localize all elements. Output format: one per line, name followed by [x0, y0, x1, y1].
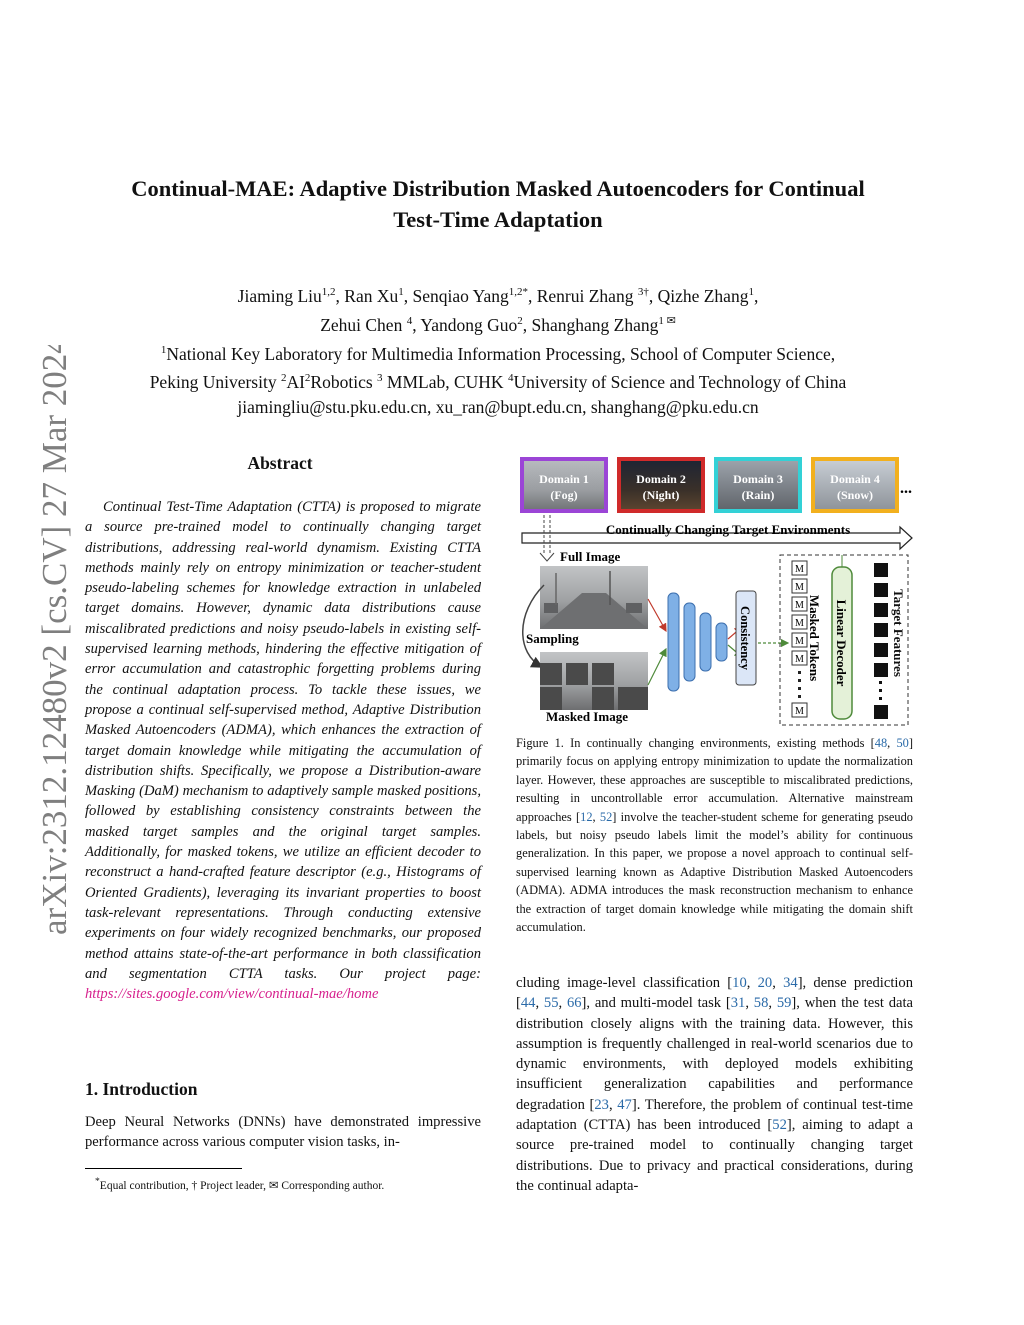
citation-link[interactable]: 31 — [730, 995, 746, 1012]
full-image — [540, 566, 648, 629]
author-emails: jiamingliu@stu.pku.edu.cn, xu_ran@bupt.edu.cn, shanghang@pku.edu.cn — [237, 397, 759, 418]
citation-link[interactable]: 44 — [520, 995, 536, 1012]
linear-decoder — [832, 555, 852, 719]
svg-text:(Fog): (Fog) — [550, 488, 578, 502]
citation-link[interactable]: 50 — [896, 736, 909, 750]
author-names-line1: Jiaming Liu$^{1,2}$, Ran Xu$^1$, Senqiao Yang$^{1,2*}$, Renrui Zhang $^{3\dagger}$, Qizhe Zhang$^1$, — [237, 285, 759, 306]
citation-link[interactable]: 66 — [566, 995, 582, 1012]
target-features — [874, 563, 906, 719]
footnote: *Equal contribution, † Project leader, ✉ Corresponding author. — [95, 1176, 385, 1192]
citation-link[interactable]: 55 — [543, 995, 559, 1012]
svg-text:M: M — [795, 564, 804, 575]
svg-text:Consistency: Consistency — [738, 606, 752, 670]
svg-text:Target Features: Target Features — [891, 589, 906, 677]
svg-text:Domain 2: Domain 2 — [636, 472, 686, 486]
environment-arrow — [522, 522, 912, 549]
svg-text:M: M — [795, 706, 804, 717]
domain-tile-1 — [522, 459, 606, 511]
paper-title: Continual-MAE: Adaptive Distribution Masked Autoencoders for Continual Test-Time Adaptation — [131, 176, 865, 232]
author-block — [90, 280, 906, 420]
svg-text:(Snow): (Snow) — [836, 488, 874, 502]
encoder — [668, 593, 727, 691]
svg-text:Masked Tokens: Masked Tokens — [807, 594, 822, 682]
svg-text:Domain 1: Domain 1 — [539, 472, 589, 486]
domain-tile-2 — [619, 459, 703, 511]
arxiv-identifier — [18, 345, 78, 945]
affiliation-line1: $^1$National Key Laboratory for Multimedia Information Processing, School of Computer Science, — [160, 343, 836, 364]
full-image-label: Full Image — [560, 549, 621, 564]
intro-paragraph: Deep Neural Networks (DNNs) have demonstrated impressive performance across various computer vision tasks, in- — [85, 1114, 481, 1151]
project-page-link[interactable]: https://sites.google.com/view/continual-mae/home — [85, 986, 379, 1003]
domains-ellipsis: ... — [900, 480, 912, 497]
domain-tile-3 — [716, 459, 800, 511]
svg-text:M: M — [795, 654, 804, 665]
svg-text:(Rain): (Rain) — [741, 488, 775, 502]
citation-link[interactable]: 52 — [599, 809, 613, 824]
svg-text:Domain 4: Domain 4 — [830, 472, 880, 486]
author-names-line2: Zehui Chen $^4$, Yandong Guo$^2$, Shanghang Zhang$^{1 ✉}$ — [320, 314, 676, 335]
svg-text:M: M — [795, 618, 804, 629]
citation-link[interactable]: 23 — [594, 1096, 609, 1113]
svg-text:M: M — [795, 636, 804, 647]
citation-link[interactable]: 20 — [757, 975, 773, 991]
svg-text:M: M — [795, 582, 804, 593]
citation-link[interactable]: 34 — [783, 975, 798, 991]
figure-1-caption: Figure 1. In continually changing environments, existing methods [48, 50] primarily focus on applying entropy minimization to update the normalization layer. However, these approaches are susceptible to miscalibrated predictions, resulting in uncontrollable error accumulation. Alternative mainstream approaches [12, 52] involve the teacher-student scheme for generating pseudo labels, but noisy pseudo labels limit the model’s ability for continuous generalization. In this paper, we propose a novel approach to continual self-supervised learning known as Adaptive Distribution Masked Autoencoders (ADMA). ADMA introduces the mask reconstruction mechanism to enhance the extraction of target domain knowledge while mitigating the domain shift accumulation. — [516, 736, 914, 935]
affiliation-line2: Peking University $^2AI^2Robotics$ $^3$ MMLab, CUHK $^4$University of Science and Technology of China — [149, 372, 847, 393]
domain-tile-4 — [813, 459, 897, 511]
masked-image-label: Masked Image — [546, 709, 628, 724]
citation-link[interactable]: 10 — [732, 975, 747, 991]
intro-heading: 1. Introduction — [85, 1079, 198, 1099]
svg-text:Continually Changing Target En: Continually Changing Target Environments — [605, 522, 851, 537]
sampling-label: Sampling — [526, 631, 579, 646]
svg-text:Domain 3: Domain 3 — [733, 472, 783, 486]
citation-link[interactable]: 12 — [580, 809, 593, 824]
consistency-block — [736, 591, 756, 685]
svg-text:Linear Decoder: Linear Decoder — [834, 599, 849, 687]
abstract-heading: Abstract — [247, 453, 313, 473]
citation-link[interactable]: 47 — [617, 1096, 632, 1113]
footnote-rule — [85, 1168, 242, 1169]
arxiv-id-text: arXiv:2312.12480v2 [cs.CV] 27 Mar 2024 — [35, 345, 74, 935]
masked-tokens — [792, 561, 822, 717]
citation-link[interactable]: 48 — [874, 736, 888, 750]
svg-text:(Night): (Night) — [642, 488, 680, 502]
masked-image — [540, 652, 648, 710]
right-column-body: cluding image-level classification [10, 20, 34], dense prediction [44, 55, 66], and multi-model task [31, 58, 59], when the test data distribution closely aligns with the training data. However, this assumption is frequently challenged in real-world scenarios due to dynamic environments, with deployed models exhibiting insufficient generalization capabilities and performance degradation [23, 47]. Therefore, the problem of continual test-time adaptation (CTTA) has been introduced [52], aiming to adapt a source pre-trained model to continually changing target distributions. Due to privacy and practical considerations, during the continual adapta- — [516, 975, 914, 1194]
svg-text:M: M — [795, 600, 804, 611]
abstract-body: Continual Test-Time Adaptation (CTTA) is proposed to migrate a source pre-trained model to continually changing target distributions, addressing real-world dynamism. Existing CTTA methods mainly rely on entropy minimization or teacher-student pseudo-labeling schemes for knowledge extraction in unlabeled target domains. However, dynamic data distributions cause miscalibrated predictions and noisy pseudo-labels in existing self-supervised learning methods, hindering the effective mitigation of error accumulation and catastrophic forgetting problems during the continual adaptation process. To tackle these issues, we propose a continual self-supervised method, Adaptive Distribution Masked Autoencoders (ADMA), which enhances the extraction of target domain knowledge while mitigating the accumulation of distribution shifts. Specifically, we propose a Distribution-aware Masking (DaM) mechanism to adaptively sample masked positions, followed by establishing consistency constraints between the masked target samples and the original target samples. Additionally, for masked tokens, we utilize an efficient decoder to reconstruct a hand-crafted feature descriptor (e.g., Histograms of Oriented Gradients), leveraging its invariant properties to boost task-relevant representations. Through conducting extensive experiments on four widely recognized benchmarks, our proposed method attains state-of-the-art performance in both classification and segmentation CTTA tasks. Our project page: https://sites.google.com/view/continual-mae/home — [85, 499, 481, 1003]
citation-link[interactable]: 59 — [776, 995, 792, 1012]
citation-link[interactable]: 52 — [772, 1117, 787, 1134]
figure-1 — [516, 453, 916, 729]
citation-link[interactable]: 58 — [753, 995, 769, 1012]
